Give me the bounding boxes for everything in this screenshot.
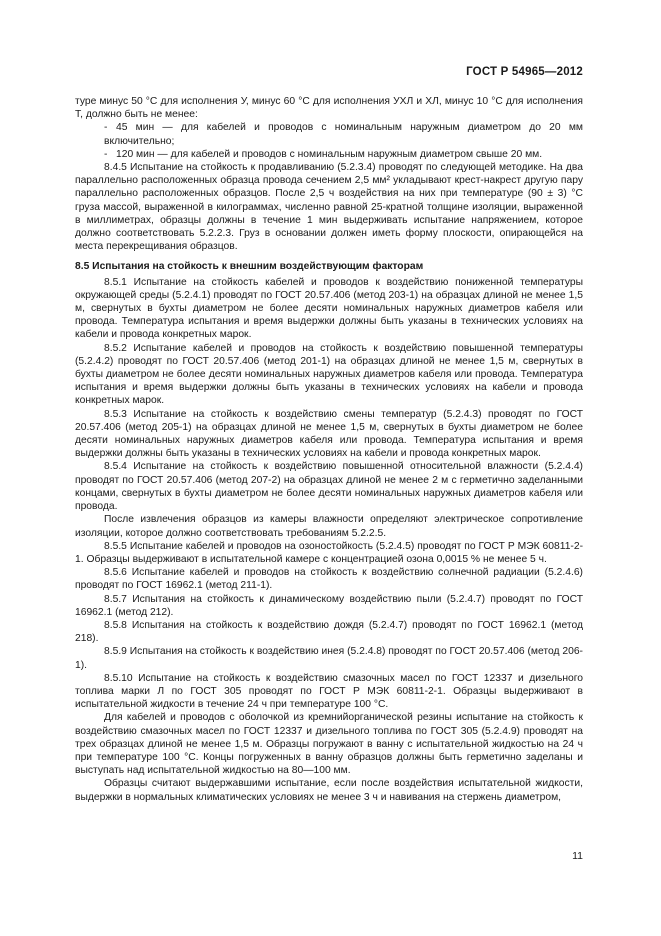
paragraph: 8.5.3 Испытание на стойкость к воздействию смены температур (5.2.4.3) проводят по ГОСТ 20.57.406 (метод 205-1) на образцах длиной не менее 1,5 м, свернутых в бухты диаметром не более десяти номинальных наружных диаметров кабеля или провода. Температура испытания и время выдержки должны быть указаны в технических условиях на кабели и провода конкретных марок. (75, 408, 583, 460)
list-dash: - (104, 122, 108, 134)
list-item (75, 148, 583, 161)
paragraph: 8.4.5 Испытание на стойкость к продавливанию (5.2.3.4) проводят по следующей методике. На два параллельно расположенных образца провода сечением 2,5 мм² укладывают крест-накрест другую пару параллельно расположенных образцов. После 2,5 ч воздействия на них при температуре (90 ± 3) °С груза массой, выраженной в килограммах, численно равной 25-кратной толщине изоляции, выраженной в миллиметрах, образцы должны в течение 1 мин выдерживать испытание напряжением, которое должно соответствовать 5.2.2.3. Груз в основании должен иметь форму плоскости, опирающейся на места перекрещивания образцов. (75, 162, 583, 253)
list-dash: - (104, 148, 108, 160)
paragraph: 8.5.9 Испытания на стойкость к воздействию инея (5.2.4.8) проводят по ГОСТ 20.57.406 (метод 206-1). (75, 646, 583, 671)
paragraph: Для кабелей и проводов с оболочкой из кремнийорганической резины испытание на стойкость к воздействию смазочных масел по ГОСТ 12337 и дизельного топлива по ГОСТ 305 (5.2.4.9) проводят на трех образцах длиной не менее 1,5 м. Образцы погружают в ванну с испытательной жидкостью на 24 ч при температуре 100 °С. Концы погруженных в ванну образцов должны быть герметично заделаны и выступать над испытательной жидкостью на 80—100 мм. (75, 712, 583, 777)
paragraph: 8.5.1 Испытание на стойкость кабелей и проводов к воздействию пониженной температуры окружающей среды (5.2.4.1) проводят по ГОСТ 20.57.406 (метод 203-1) на образцах длиной не менее 1,5 м, свернутых в бухты диаметром не более десяти номинальных наружных диаметров кабеля или провода. Температура испытания и время выдержки должны быть указаны в технических условиях на кабели и провода конкретных марок. (75, 276, 583, 341)
paragraph: 8.5.2 Испытание кабелей и проводов на стойкость к воздействию повышенной температуры (5.2.4.2) проводят по ГОСТ 20.57.406 (метод 201-1) на образцах длиной не менее 1,5 м, свернутых в бухты диаметром не более десяти номинальных наружных диаметров кабеля или провода. Температура испытания и время выдержки должны быть указаны в технических условиях на кабели и провода конкретных марок. (75, 342, 583, 407)
paragraph: 8.5.6 Испытание кабелей и проводов на стойкость к воздействию солнечной радиации (5.2.4.6) проводят по ГОСТ 16962.1 (метод 211-1). (75, 567, 583, 592)
list-item-text: 120 мин — для кабелей и проводов с номинальным наружным диаметром свыше 20 мм. (116, 148, 543, 160)
paragraph: 8.5.7 Испытания на стойкость к динамическому воздействию пыли (5.2.4.7) проводят по ГОСТ 16962.1 (метод 212). (75, 593, 583, 618)
paragraph: 8.5.8 Испытания на стойкость к воздействию дождя (5.2.4.7) проводят по ГОСТ 16962.1 (метод 218). (75, 619, 583, 645)
paragraph: После извлечения образцов из камеры влажности определяют электрическое сопротивление изоляции, которое должно соответствовать требованиям 5.2.2.5. (75, 514, 583, 539)
paragraph: 8.5.5 Испытание кабелей и проводов на озоностойкость (5.2.4.5) проводят по ГОСТ Р МЭК 60811-2-1. Образцы выдерживают в испытательной камере с концентрацией озона 0,0015 % не менее 5 ч. (75, 540, 583, 565)
list-item-text: 45 мин — для кабелей и проводов с номинальным наружным диаметром до 20 мм включительно; (104, 122, 583, 147)
paragraph: Образцы считают выдержавшими испытание, если после воздействия испытательной жидкости, выдержки в нормальных климатических условиях не менее 3 ч и навивания на стержень диаметром, (75, 778, 583, 803)
section-heading: 8.5 Испытания на стойкость к внешним воздействующим факторам (75, 261, 424, 273)
page-number: 11 (572, 850, 583, 862)
paragraph: 8.5.10 Испытание на стойкость к воздействию смазочных масел по ГОСТ 12337 и дизельного топлива марки Л по ГОСТ 305 проводят по ГОСТ Р МЭК 60811-2-1. Образцы выдерживают в испытательной жидкости в течение 24 ч при температуре 100 °С. (75, 672, 583, 711)
paragraph: туре минус 50 °С для исполнения У, минус 60 °С для исполнения УХЛ и ХЛ, минус 10 °С для исполнения Т, должно быть не менее: (75, 96, 583, 121)
document-header: ГОСТ Р 54965—2012 (466, 66, 583, 78)
document-body (75, 95, 583, 804)
list-item (75, 121, 583, 147)
paragraph: 8.5.4 Испытание на стойкость к воздействию повышенной относительной влажности (5.2.4.4) проводят по ГОСТ 20.57.406 (метод 207-2) на образцах длиной не менее 2 м с герметично заделанными концами, свернутых в бухты диаметром не более десяти номинальных наружных диаметров кабеля или провода. (75, 461, 583, 513)
